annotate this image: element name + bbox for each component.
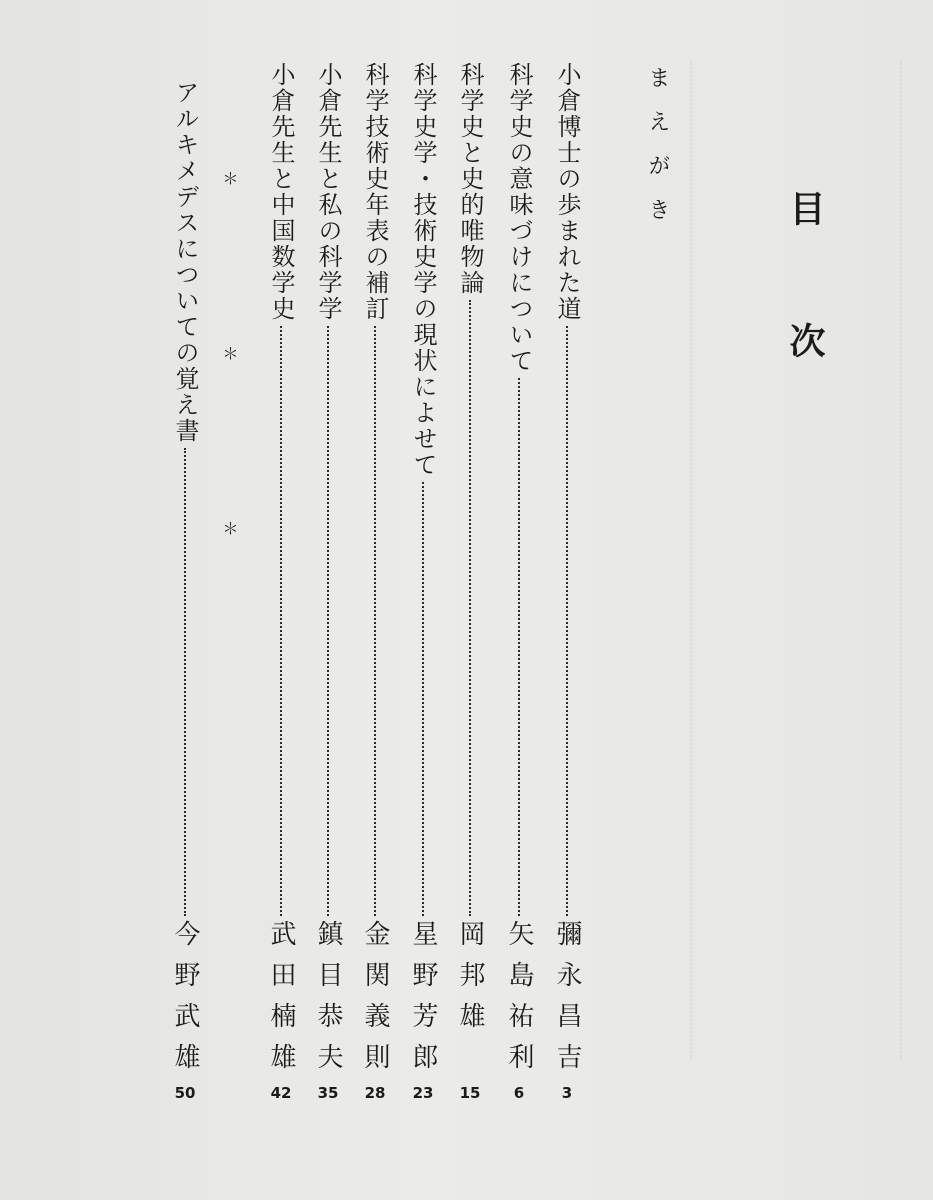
entry-author: 今野武雄 [170,920,200,1084]
toc-entry [168,80,202,1102]
section-separator: ＊ ＊ ＊ [220,170,239,606]
entry-author: 金関義則 [360,920,390,1084]
toc-entry [453,62,487,1102]
entry-title: 小倉博士の歩まれた道 [553,62,581,322]
entry-page: 28 [364,1084,386,1102]
toc-entry [311,62,345,1102]
show-through [900,60,912,1060]
entry-page: 42 [270,1084,292,1102]
dot-leader [280,326,282,916]
entry-title: アルキメデスについての覚え書 [171,80,199,444]
entry-title: 科学史と史的唯物論 [456,62,484,296]
page-title: 目次 [784,190,826,454]
entry-author: 鎮目恭夫 [313,920,343,1084]
preface-heading: まえがき [645,66,670,242]
entry-author: 彌永昌吉 [552,920,582,1084]
dot-leader [422,482,424,916]
entry-title: 科学史の意味づけについて [505,62,533,374]
entry-title: 小倉先生と中国数学史 [267,62,295,322]
toc-entry [264,62,298,1102]
entry-author: 武田楠雄 [266,920,296,1084]
entry-title: 科学技術史年表の補訂 [361,62,389,322]
dot-leader [374,326,376,916]
entry-page: 35 [317,1084,339,1102]
entry-page: 3 [561,1084,573,1102]
dot-leader [566,326,568,916]
show-through [690,60,702,1060]
entry-page: 15 [459,1084,481,1102]
entry-author: 矢島祐利 [504,920,534,1084]
dot-leader [327,326,329,916]
entry-title: 小倉先生と私の科学学 [314,62,342,322]
dot-leader [469,300,471,916]
toc-entry [406,62,440,1102]
toc-entry [502,62,536,1102]
dot-leader [184,448,186,916]
dot-leader [518,378,520,916]
entry-page: 50 [174,1084,196,1102]
entry-title: 科学史学・技術史学の現状によせて [409,62,437,478]
entry-author: 岡邦雄 [455,920,485,1043]
toc-entry [358,62,392,1102]
entry-page: 6 [513,1084,525,1102]
entry-author: 星野芳郎 [408,920,438,1084]
entry-page: 23 [412,1084,434,1102]
toc-entry [550,62,584,1102]
